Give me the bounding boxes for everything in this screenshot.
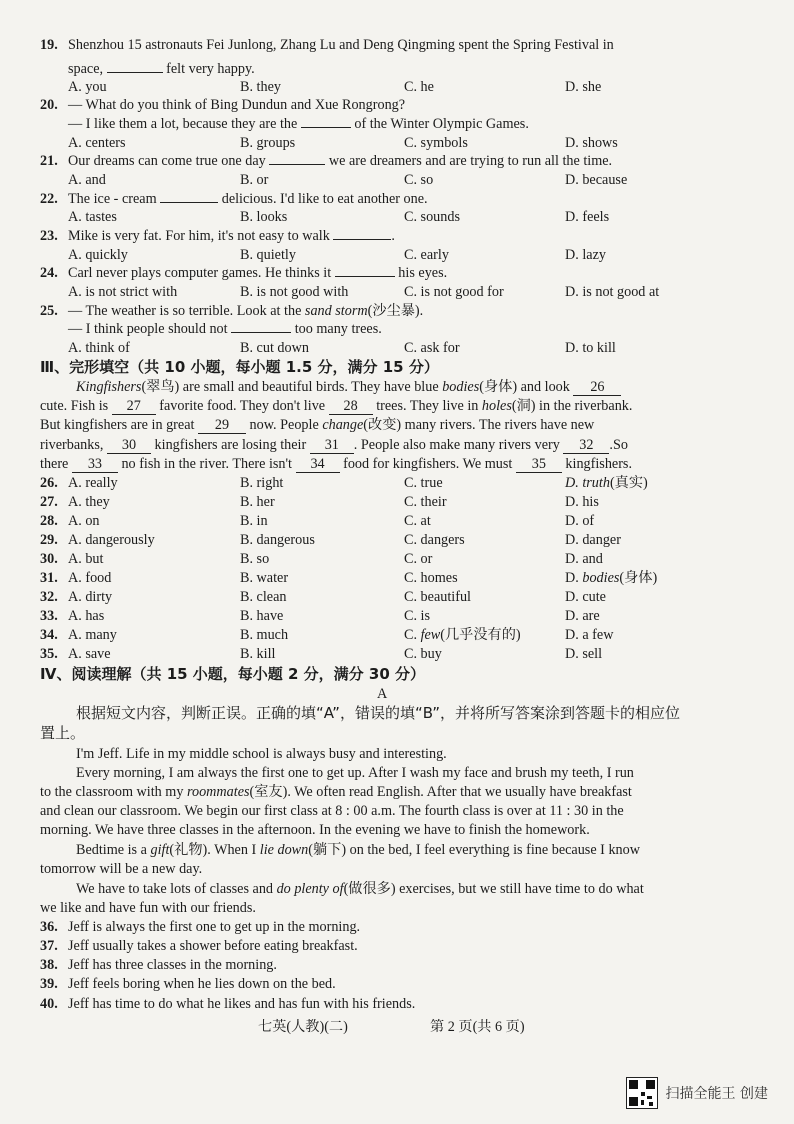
- cloze-line-3: But kingfishers are in great 29 now. People change(改变) many rivers. The rivers have new: [40, 417, 595, 433]
- answer-blank: [231, 332, 291, 333]
- options-21: A. and B. or C. so D. because: [68, 172, 628, 188]
- options-19: A. you B. they C. he D. she: [68, 79, 602, 95]
- qr-code-icon: [626, 1077, 658, 1109]
- cloze-options-34: 34. A. many B. much C. few(几乎没有的) D. a few: [40, 627, 614, 643]
- answer-blank: [335, 276, 395, 277]
- options-22: A. tastes B. looks C. sounds D. feels: [68, 209, 610, 225]
- answer-blank: [160, 202, 218, 203]
- statement-39: 39. Jeff feels boring when he lies down on the bed.: [40, 976, 336, 992]
- reading-p2-l1: Every morning, I am always the first one to get up. After I wash my face and brush my teeth, I run: [76, 765, 634, 781]
- options-20: A. centers B. groups C. symbols D. shows: [68, 135, 618, 151]
- section-3-title: Ⅲ、完形填空（共 10 小题，每小题 1.5 分，满分 15 分）: [40, 358, 439, 376]
- footer-title: 七英(人教)(二): [258, 1019, 348, 1035]
- options-24: A. is not strict with B. is not good with C. is not good for D. is not good at: [68, 284, 660, 300]
- question-20-line2: — I like them a lot, because they are the of the Winter Olympic Games.: [68, 116, 529, 132]
- cloze-options-29: 29. A. dangerously B. dangerous C. dangers D. danger: [40, 532, 621, 548]
- statement-36: 36. Jeff is always the first one to get up in the morning.: [40, 919, 361, 935]
- cloze-options-35: 35. A. save B. kill C. buy D. sell: [40, 646, 603, 662]
- cloze-line-5: there 33 no fish in the river. There isn't 34 food for kingfishers. We must 35 kingfishers.: [40, 456, 633, 472]
- reading-instruction: 根据短文内容，判断正误。正确的填“A”，错误的填“B”，并将所写答案涂到答题卡的相应位: [76, 704, 680, 722]
- question-25: 25. — The weather is so terrible. Look at the sand storm(沙尘暴).: [40, 303, 424, 319]
- passage-label: A: [377, 686, 388, 702]
- reading-p3-l1: Bedtime is a gift(礼物). When I lie down(躺下) on the bed, I feel everything is fine because I know: [76, 842, 640, 858]
- question-text: Shenzhou 15 astronauts Fei Junlong, Zhang Lu and Deng Qingming spent the Spring Festival in: [68, 37, 614, 53]
- reading-instruction-2: 置上。: [40, 724, 86, 742]
- cloze-options-26: 26. A. really B. right C. true D. truth(真实): [40, 475, 648, 491]
- page-number: 第 2 页(共 6 页): [430, 1019, 525, 1035]
- section-4-title: Ⅳ、阅读理解（共 15 小题，每小题 2 分，满分 30 分）: [40, 665, 425, 683]
- cloze-blank-35: 35: [516, 457, 562, 473]
- question-21: 21. Our dreams can come true one day we are dreamers and are trying to run all the time.: [40, 153, 613, 169]
- reading-p4-l1: We have to take lots of classes and do plenty of(做很多) exercises, but we still have time to do what: [76, 881, 644, 897]
- cloze-line-2: cute. Fish is 27 favorite food. They don't live 28 trees. They live in holes(洞) in the riverbank.: [40, 398, 633, 414]
- cloze-blank-30: 30: [107, 438, 151, 454]
- cloze-options-31: 31. A. food B. water C. homes D. bodies(身体): [40, 570, 658, 586]
- cloze-options-28: 28. A. on B. in C. at D. of: [40, 513, 595, 529]
- cloze-options-33: 33. A. has B. have C. is D. are: [40, 608, 600, 624]
- question-24: 24. Carl never plays computer games. He thinks it his eyes.: [40, 265, 448, 281]
- scanner-watermark: 扫描全能王 创建: [626, 1078, 768, 1108]
- question-25-line2: — I think people should not too many trees.: [68, 321, 382, 337]
- question-19: 19. Shenzhou 15 astronauts Fei Junlong, Zhang Lu and Deng Qingming spent the Spring Festival in: [40, 37, 614, 53]
- reading-p2-l3: and clean our classroom. We begin our first class at 8 : 00 a.m. The fourth class is over at 11 : 30 in the: [40, 803, 624, 819]
- cloze-blank-33: 33: [72, 457, 118, 473]
- cloze-blank-29: 29: [198, 418, 246, 434]
- reading-p4-l2: we like and have fun with our friends.: [40, 900, 256, 916]
- answer-blank: [269, 164, 325, 165]
- cloze-blank-32: 32: [563, 438, 609, 454]
- answer-blank: [301, 127, 351, 128]
- cloze-options-27: 27. A. they B. her C. their D. his: [40, 494, 599, 510]
- cloze-blank-27: 27: [112, 399, 156, 415]
- answer-blank: [333, 239, 391, 240]
- reading-p1: I'm Jeff. Life in my middle school is always busy and interesting.: [76, 746, 447, 762]
- options-25: A. think of B. cut down C. ask for D. to kill: [68, 340, 616, 356]
- reading-p3-l2: tomorrow will be a new day.: [40, 861, 203, 877]
- statement-40: 40. Jeff has time to do what he likes and has fun with his friends.: [40, 996, 416, 1012]
- cloze-blank-31: 31: [310, 438, 354, 454]
- statement-38: 38. Jeff has three classes in the morning.: [40, 957, 277, 973]
- options-23: A. quickly B. quietly C. early D. lazy: [68, 247, 606, 263]
- question-22: 22. The ice - cream delicious. I'd like to eat another one.: [40, 191, 428, 207]
- reading-p2-l2: to the classroom with my roommates(室友). We often read English. After that we usually have breakfast: [40, 784, 632, 800]
- cloze-blank-34: 34: [296, 457, 340, 473]
- cloze-blank-26: 26: [573, 380, 621, 396]
- cloze-line-1: Kingfishers(翠鸟) are small and beautiful birds. They have blue bodies(身体) and look 26: [40, 378, 762, 397]
- question-23: 23. Mike is very fat. For him, it's not easy to walk .: [40, 228, 395, 244]
- cloze-options-32: 32. A. dirty B. clean C. beautiful D. cute: [40, 589, 606, 605]
- question-19-line2: space, felt very happy.: [68, 61, 255, 77]
- cloze-line-4: riverbanks, 30 kingfishers are losing their 31 . People also make many rivers very 32 .So: [40, 437, 628, 453]
- cloze-blank-28: 28: [329, 399, 373, 415]
- answer-blank: [107, 72, 163, 73]
- statement-37: 37. Jeff usually takes a shower before eating breakfast.: [40, 938, 358, 954]
- reading-p2-l4: morning. We have three classes in the afternoon. In the evening we have to finish the homework.: [40, 822, 590, 838]
- question-20: 20. — What do you think of Bing Dundun and Xue Rongrong?: [40, 97, 406, 113]
- cloze-options-30: 30. A. but B. so C. or D. and: [40, 551, 603, 567]
